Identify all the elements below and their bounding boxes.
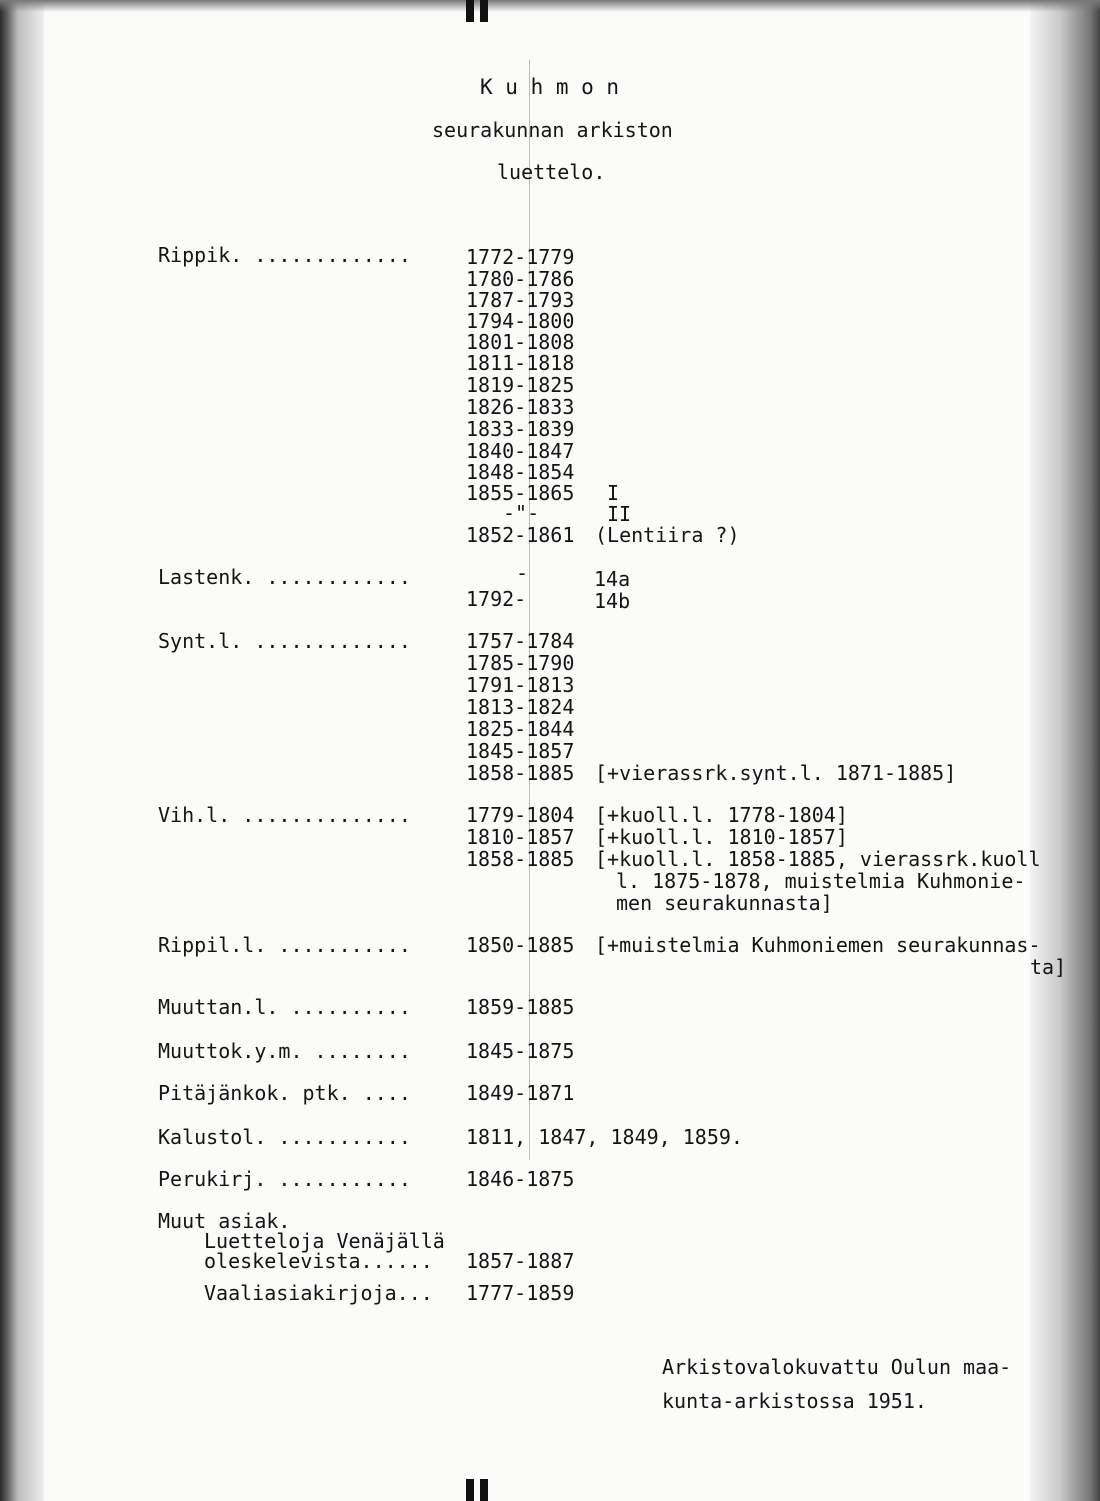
entry-sub-label: Luetteloja Venäjällä <box>204 1229 445 1253</box>
entry-years: 1819-1825 <box>466 373 575 397</box>
entry-note: [+kuoll.l. 1778-1804] <box>595 803 848 827</box>
entry-years: 1833-1839 <box>466 417 575 441</box>
film-edge-right <box>1030 0 1100 1501</box>
entry-label-muut: Muut asiak. <box>158 1209 291 1233</box>
entry-label-rippik: Rippik. ............. <box>158 243 411 267</box>
entry-years: 1848-1854 <box>466 460 575 484</box>
entry-label-perukirj: Perukirj. ........... <box>158 1167 411 1191</box>
entry-label-muuttokym: Muuttok.y.m. ........ <box>158 1039 411 1063</box>
entry-years: 1794-1800 <box>466 309 575 333</box>
entry-note: 14b <box>594 589 631 613</box>
entry-years: 1859-1885 <box>466 995 575 1019</box>
entry-note: [+kuoll.l. 1858-1885, vierassrk.kuoll <box>595 847 1041 871</box>
archive-note-line-2: kunta-arkistossa 1951. <box>662 1389 927 1413</box>
sprocket-marks-top <box>466 0 496 22</box>
document-subtitle: seurakunnan arkiston <box>432 118 673 142</box>
entry-note-continued: l. 1875-1878, muistelmia Kuhmonie- <box>616 869 1026 893</box>
entry-years: 1772-1779 <box>466 245 575 269</box>
entry-years: 1777-1859 <box>466 1281 575 1305</box>
entry-note: I <box>607 481 620 505</box>
entry-sub-label: oleskelevista...... <box>204 1249 433 1273</box>
entry-years: 1849-1871 <box>466 1081 575 1105</box>
entry-note-continued: men seurakunnasta] <box>616 891 833 915</box>
entry-years: 1811-1818 <box>466 351 575 375</box>
entry-years: 1845-1857 <box>466 739 575 763</box>
sprocket-marks-bottom <box>466 1479 496 1501</box>
entry-label-rippill: Rippil.l. ........... <box>158 933 411 957</box>
entry-years: 1852-1861 <box>466 523 575 547</box>
entry-years: 1801-1808 <box>466 330 575 354</box>
entry-years: 1780-1786 <box>466 267 575 291</box>
entry-years: 1857-1887 <box>466 1249 575 1273</box>
entry-years: - <box>516 561 529 585</box>
document-title: K u h m o n <box>480 75 620 99</box>
entry-note: [+muistelmia Kuhmoniemen seurakunnas- <box>595 933 1041 957</box>
entry-label-pitajankok: Pitäjänkok. ptk. .... <box>158 1081 411 1105</box>
entry-years: 1825-1844 <box>466 717 575 741</box>
entry-years: 1826-1833 <box>466 395 575 419</box>
entry-years: 1813-1824 <box>466 695 575 719</box>
entry-note: II <box>607 502 632 526</box>
entry-years: 1858-1885 <box>466 847 575 871</box>
entry-years: 1785-1790 <box>466 651 575 675</box>
film-edge-top <box>0 0 1100 12</box>
entry-label-kalustol: Kalustol. ........... <box>158 1125 411 1149</box>
entry-years: 1810-1857 <box>466 825 575 849</box>
archive-note-line-1: Arkistovalokuvattu Oulun maa- <box>662 1355 1012 1379</box>
entry-years: 1757-1784 <box>466 629 575 653</box>
entry-years: 1791-1813 <box>466 673 575 697</box>
entry-label-syntl: Synt.l. ............. <box>158 629 411 653</box>
entry-years: 1846-1875 <box>466 1167 575 1191</box>
entry-label-muuttanl: Muuttan.l. .......... <box>158 995 411 1019</box>
entry-note: [+vierassrk.synt.l. 1871-1885] <box>595 761 957 785</box>
entry-note: (Lentiira ?) <box>595 523 740 547</box>
entry-sub-label: Vaaliasiakirjoja... <box>204 1281 433 1305</box>
entry-years: 1855-1865 <box>466 481 575 505</box>
document-subtitle-2: luettelo. <box>497 160 606 184</box>
entry-years: 1845-1875 <box>466 1039 575 1063</box>
entry-years: 1811, 1847, 1849, 1859. <box>466 1125 743 1149</box>
entry-years: 1840-1847 <box>466 439 575 463</box>
entry-ditto-mark: -"- <box>503 501 540 525</box>
entry-years: 1850-1885 <box>466 933 575 957</box>
entry-label-lastenk: Lastenk. ............ <box>158 565 411 589</box>
entry-years: 1779-1804 <box>466 803 575 827</box>
entry-years: 1787-1793 <box>466 288 575 312</box>
entry-note-continued: ta] <box>1030 955 1067 979</box>
entry-note: 14a <box>594 567 631 591</box>
entry-years: 1792- <box>466 587 527 611</box>
entry-note: [+kuoll.l. 1810-1857] <box>595 825 848 849</box>
film-edge-left <box>0 0 44 1501</box>
entry-years: 1858-1885 <box>466 761 575 785</box>
entry-label-vihl: Vih.l. .............. <box>158 803 411 827</box>
